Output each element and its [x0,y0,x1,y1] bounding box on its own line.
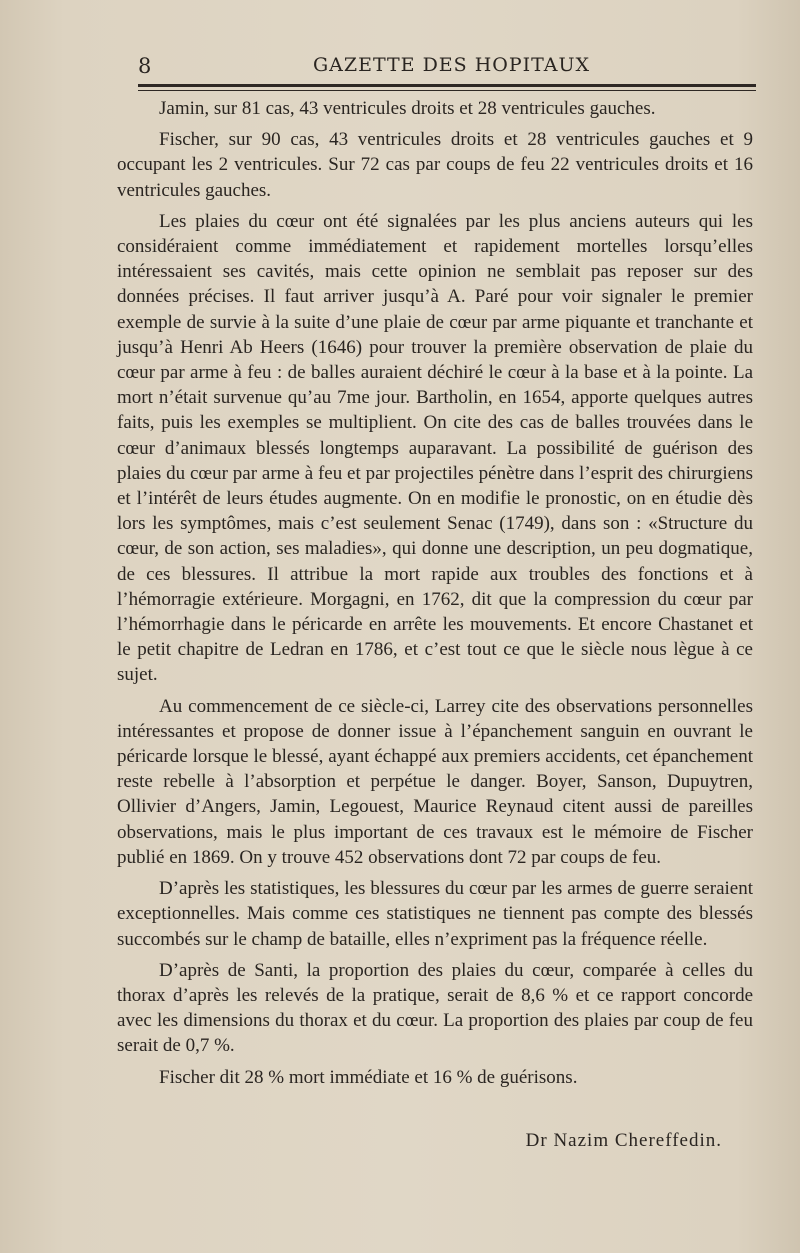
paragraph-6: D’après de Santi, la proportion des plaies du cœur, comparée à celles du thorax d’après les relevés de la pratique, serait de 8,6 % et ce rapport concorde avec les dimensions du thorax et du cœur. La proportion des plaies par coup de feu serait de 0,7 %. [117,959,753,1057]
page-header [138,54,758,80]
paragraph-5: D’après les statistiques, les blessures du cœur par les armes de guerre seraient exceptionnelles. Mais comme ces statistiques ne tiennent pas compte des blessés succombés sur le champ de bataille, elles n’expriment pas la fréquence réelle. [117,878,753,950]
paragraph-3: Les plaies du cœur ont été signalées par les plus anciens auteurs qui les considéraient comme immédiatement et rapidement mortelles lorsqu’elles intéressaient ses cavités, mais cette opinion ne semblait pas reposer sur des données précises. Il faut arriver jusqu’à A. Paré pour voir signaler le premier exemple de survie à la suite d’une plaie de cœur par arme piquante et tranchante et jusqu’à Henri Ab Heers (1646) pour trouver la première observation de plaie du cœur par arme à feu : de balles auraient déchiré le cœur à la base et à la pointe. La mort n’était survenue qu’au 7me jour. Bartholin, en 1654, apporte quelques autres faits, puis les exemples se multiplient. On cite des cas de balles trouvées dans le cœur d’animaux blessés longtemps auparavant. La possibilité de guérison des plaies du cœur par arme à feu et par projectiles pénètre dans l’esprit des chirurgiens et l’intérêt de leurs études augmente. On en modifie le pronostic, on en étudie dès lors les symptômes, mais c’est seulement Senac (1749), dans son : «Structure du cœur, de son action, ses maladies», qui donne une description, un peu dogmatique, de ces blessures. Il attribue la mort rapide aux troubles des fonctions et à l’hémorragie extérieure. Morgagni, en 1762, dit que la compression du cœur par l’hémorrhagie dans le péricarde en arrête les mouvements. Et encore Chastanet et le petit chapitre de Ledran en 1786, et c’est tout ce que le siècle nous lègue à ce sujet. [117,210,753,686]
header-rule-thin [138,90,756,91]
paragraph-4: Au commencement de ce siècle-ci, Larrey cite des observations personnelles intéressantes et propose de donner issue à l’épanchement sanguin en ouvrant le péricarde lorsque le blessé, ayant échappé aux premiers accidents, cet épanchement reste rebelle à l’absorption et perpétue le danger. Boyer, Sanson, Dupuytren, Ollivier d’Angers, Jamin, Legouest, Maurice Reynaud citent aussi de pareilles observations, mais le plus important de ces travaux est le mémoire de Fischer publié en 1869. On y trouve 452 observations dont 72 par coups de feu. [117,695,753,868]
paragraph-1: Jamin, sur 81 cas, 43 ventricules droits et 28 ventricules gauches. [159,98,656,119]
author-signature: Dr Nazim Chereffedin. [525,1130,722,1151]
article-body [117,96,753,1096]
paragraph-7: Fischer dit 28 % mort immédiate et 16 % de guérisons. [159,1066,578,1088]
page-number: 8 [138,54,152,78]
running-title: GAZETTE DES HOPITAUX [313,54,591,76]
paragraph-2: Fischer, sur 90 cas, 43 ventricules droits et 28 ventricules gauches et 9 occupant les 2 ventricules. Sur 72 cas par coups de feu 22 ventricules droits et 16 ventricules gauches. [117,129,753,201]
header-rule-thick [138,84,756,87]
